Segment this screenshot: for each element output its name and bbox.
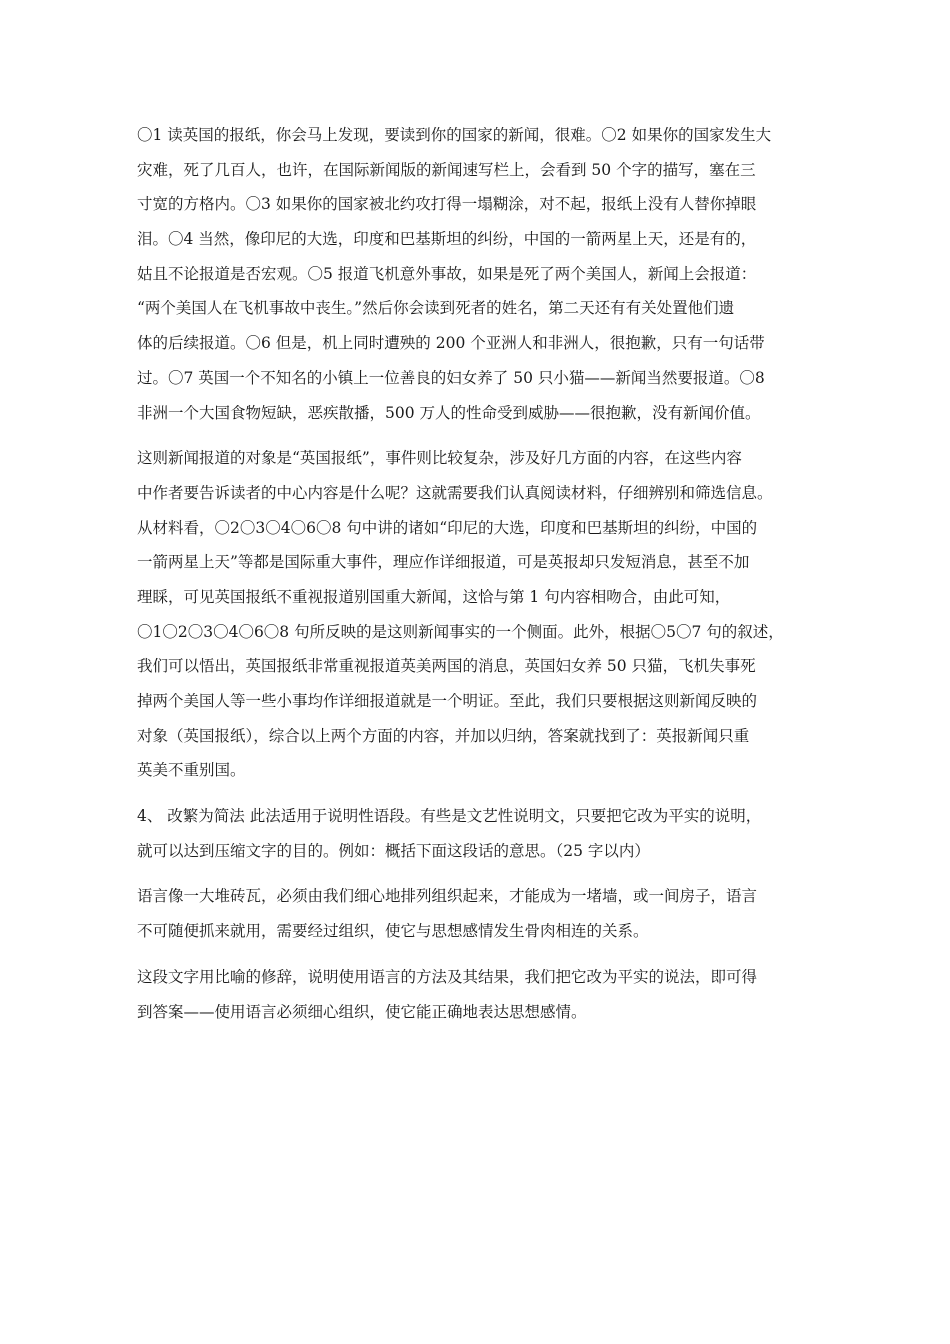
paragraph-example [137, 879, 820, 948]
text-line: 掉两个美国人等一些小事均作详细报道就是一个明证。至此，我们只要根据这则新闻反映的 [137, 692, 758, 710]
text-line: 对象（英国报纸），综合以上两个方面的内容，并加以归纳，答案就找到了：英报新闻只重 [137, 726, 750, 745]
text-line: 我们可以悟出，英国报纸非常重视报道英美两国的消息，英国妇女养 50 只猫，飞机失事死 [137, 657, 756, 676]
paragraph-answer [137, 960, 820, 1029]
paragraph-gap [137, 430, 820, 441]
text-line: 不可随便抓来就用，需要经过组织，使它与思想感情发生骨肉相连的关系。 [137, 922, 649, 941]
text-line: 语言像一大堆砖瓦，必须由我们细心地排列组织起来，才能成为一堵墙，或一间房子，语言 [137, 887, 758, 906]
document-body [137, 118, 820, 1029]
text-line: 就可以达到压缩文字的目的。例如：概括下面这段话的意思。（25 字以内） [137, 841, 650, 860]
text-line: 理睬，可见英国报纸不重视报道别国重大新闻，这恰与第 1 句内容相吻合，由此可知， [137, 587, 731, 606]
paragraph-gap [137, 868, 820, 879]
text-line: 过。〇7 英国一个不知名的小镇上一位善良的妇女养了 50 只小猫——新闻当然要报道。〇8 [137, 368, 765, 387]
text-line: 中作者要告诉读者的中心内容是什么呢？这就需要我们认真阅读材料，仔细辨别和筛选信息。 [137, 483, 773, 502]
text-line: 这段文字用比喻的修辞，说明使用语言的方法及其结果，我们把它改为平实的说法，即可得 [137, 967, 758, 986]
paragraph-news-excerpt [137, 118, 820, 430]
paragraph-method-4 [137, 799, 820, 868]
text-line: 4、 改繁为简法 此法适用于说明性语段。有些是文艺性说明文，只要把它改为平实的说明， [137, 807, 762, 826]
text-line: 寸宽的方格内。〇3 如果你的国家被北约攻打得一塌糊涂，对不起，报纸上没有人替你掉眼 [137, 195, 757, 214]
text-line: 灾难，死了几百人，也许，在国际新闻版的新闻速写栏上，会看到 50 个字的描写，塞在三 [137, 160, 756, 179]
text-line: 到答案——使用语言必须细心组织，使它能正确地表达思想感情。 [137, 1002, 587, 1021]
paragraph-analysis [137, 441, 820, 788]
text-line: 一箭两星上天”等都是国际重大事件，理应作详细报道，可是英报却只发短消息，甚至不加 [137, 553, 750, 572]
text-line: 姑且不论报道是否宏观。〇5 报道飞机意外事故，如果是死了两个美国人，新闻上会报道： [137, 264, 757, 283]
text-line: “两个美国人在飞机事故中丧生。”然后你会读到死者的姓名，第二天还有有关处置他们遗 [137, 299, 735, 318]
text-line: 非洲一个大国食物短缺，恶疾散播，500 万人的性命受到威胁——很抱歉，没有新闻价值。 [137, 403, 761, 422]
text-line: 泪。〇4 当然，像印尼的大选，印度和巴基斯坦的纠纷，中国的一箭两星上天，还是有的， [137, 230, 757, 249]
paragraph-gap [137, 949, 820, 960]
text-line: 这则新闻报道的对象是“英国报纸”，事件则比较复杂，涉及好几方面的内容，在这些内容 [137, 449, 742, 468]
text-line: 英美不重别国。 [137, 761, 246, 780]
text-line: 〇1〇2〇3〇4〇6〇8 句所反映的是这则新闻事实的一个侧面。此外，根据〇5〇7 句的叙述， [137, 622, 784, 641]
text-line: 从材料看，〇2〇3〇4〇6〇8 句中讲的诸如“印尼的大选，印度和巴基斯坦的纠纷，中国的 [137, 518, 758, 537]
text-line: 〇1 读英国的报纸，你会马上发现，要读到你的国家的新闻，很难。〇2 如果你的国家发生大 [137, 126, 772, 144]
paragraph-gap [137, 788, 820, 799]
text-line: 体的后续报道。〇6 但是，机上同时遭殃的 200 个亚洲人和非洲人，很抱歉，只有一句话带 [137, 334, 765, 353]
